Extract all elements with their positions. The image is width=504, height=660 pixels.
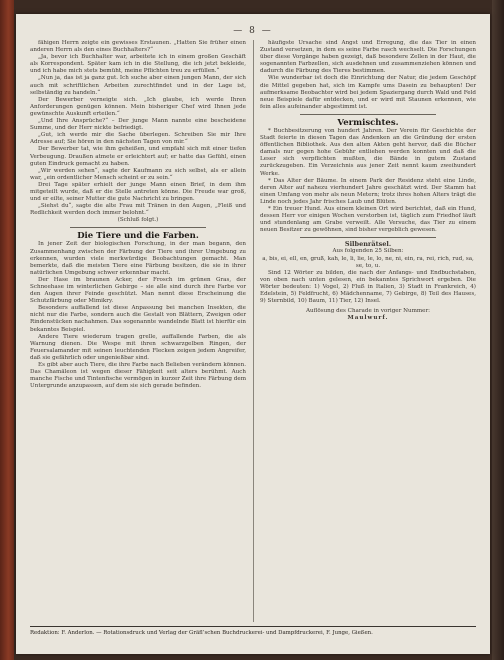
newspaper-page bbox=[16, 14, 490, 654]
riddle-title: Silbenrätsel. bbox=[344, 240, 392, 249]
article-title: Die Tiere und die Farben. bbox=[77, 231, 199, 242]
paragraph: fähigen Herrn zeigte ein gewisses Erstaunen. „Hatten Sie früher einen anderen Herrn als den eines Buchhalters?“ bbox=[30, 40, 246, 54]
book-binding-right bbox=[492, 0, 504, 660]
story-continuation bbox=[30, 40, 246, 217]
riddle-intro: Aus folgenden 25 Silben: bbox=[332, 248, 404, 255]
article-continuation bbox=[260, 40, 476, 111]
riddle-instructions: Sind 12 Wörter zu bilden, die nach der Anfangs- und Endbuchstaben, von oben nach unten gelesen, ein bekanntes Sprichwort ergeben. Die Wörter bedeuten: 1) Vogel, 2) Fluß in Italien, 3) Stadt in Frankreich, 4) Edelstein, 5) Feldfrucht, 6) Mädchenname, 7) Gebirge, 8) Teil des Hauses, 9) Sternbild, 10) Baum, 11) Tier, 12) Insel. bbox=[260, 269, 476, 305]
paragraph: „Und Ihre Ansprüche?“ – Der junge Mann nannte eine bescheidene Summe, und der Herr nickte befriedigt. bbox=[30, 118, 246, 132]
misc-section-body bbox=[260, 128, 476, 234]
paragraph: Andere Tiere wiederum tragen grelle, auffallende Farben, die als Warnung dienen. Die Wespe mit ihren schwarzgelben Ringen, der Feuersalamander mit seinen leuchtenden Flecken zeigen jedem Angreifer, daß sie gefährlich oder ungenießbar sind. bbox=[30, 333, 246, 361]
paragraph: In jener Zeit der biologischen Forschung, in der man begann, den Zusammenhang zwischen der Färbung der Tiere und ihrer Umgebung zu erkennen, wurden viele merkwürdige Beobachtungen gemacht. Man bemerkte, daß die meisten Tiere eine Färbung besitzen, die sie in ihrer natürlichen Umgebung schwer erkennbar macht. bbox=[30, 241, 246, 276]
riddle-body bbox=[260, 248, 476, 305]
paragraph: Wie wunderbar ist doch die Einrichtung der Natur, die jedem Geschöpf die Mittel gegeben hat, sich im Kampfe ums Dasein zu behaupten! Der aufmerksame Beobachter wird bei jedem Spaziergang durch Wald und Feld neue Beispiele dafür entdecken, und er wird mit Staunen erkennen, wie fein alles aufeinander abgestimmt ist. bbox=[260, 75, 476, 110]
paragraph: Besonders auffallend ist diese Anpassung bei manchen Insekten, die nicht nur die Farbe, sondern auch die Gestalt von Blättern, Zweigen oder Rindenstücken nachahmen. Das sogenannte wandelnde Blatt ist hierfür ein bekanntes Beispiel. bbox=[30, 305, 246, 333]
paragraph: Der Bewerber tat, wie ihm geheißen, und empfahl sich mit einer tiefen Verbeugung. Draußen atmete er erleichtert auf; er hatte das Gefühl, einen guten Eindruck gemacht zu haben. bbox=[30, 146, 246, 167]
paragraph: * Das Alter der Bäume. In einem Park der Residenz steht eine Linde, deren Alter auf nahezu vierhundert Jahre geschätzt wird. Der Stamm hat einen Umfang von mehr als neun Metern; trotz ihres hohen Alters trägt die Linde noch jedes Jahr frisches Laub und Blüten. bbox=[260, 177, 476, 205]
paragraph: „Ja, bevor ich Buchhalter war, arbeitete ich in einem großen Geschäft als Korrespondent. Später kam ich in die Stellung, die ich jetzt bekleide, und ich habe mich stets bemüht, meine Pflichten treu zu erfüllen.“ bbox=[30, 54, 246, 75]
paragraph: Der Bewerber verneigte sich. „Ich glaube, ich werde Ihren Anforderungen genügen können. Mein bisheriger Chef wird Ihnen jede gewünschte Auskunft erteilen.“ bbox=[30, 96, 246, 117]
article-body bbox=[30, 241, 246, 390]
paragraph: * Buchbesitzerung von hundert Jahren. Der Verein für Geschichte der Stadt feierte in diesen Tagen das Andenken an die Gründung der ersten öffentlichen Bibliothek. Aus den alten Akten geht hervor, daß die Bücher damals nur gegen hohe Gebühr entliehen werden konnten und daß die Leser sich verpflichten mußten, die Bände in gutem Zustand zurückzugeben. Ein Verzeichnis aus jener Zeit nennt kaum zweihundert Werke. bbox=[260, 127, 476, 177]
section-divider bbox=[300, 237, 436, 238]
riddle-answer-note: Auflösung des Charade in voriger Nummer: bbox=[305, 308, 431, 315]
misc-section-title: Vermischtes. bbox=[337, 117, 399, 128]
riddle-syllables: a, bis, ei, ell, en, gruß, kah, le, li, lie, le, lo, ne, ni, ein, ra, rei, rich, rud, sa, se, to, u. bbox=[262, 255, 474, 269]
paragraph: „Wir werden sehen“, sagte der Kaufmann zu sich selbst, als er allein war, „ein ordentlicher Mensch scheint er zu sein.“ bbox=[30, 167, 246, 181]
paragraph: Es gibt aber auch Tiere, die ihre Farbe nach Belieben verändern können. Das Chamäleon ist wegen dieser Fähigkeit seit alters berühmt. Auch manche Fische und Tintenfische vermögen in kurzer Zeit ihre Färbung dem Untergrunde anzupassen, auf dem sie sich gerade befinden. bbox=[30, 362, 246, 390]
section-divider bbox=[70, 227, 206, 228]
paragraph: „Siehst du“, sagte die alte Frau mit Tränen in den Augen, „Fleiß und Redlichkeit werden doch immer belohnt.“ bbox=[30, 203, 246, 217]
left-column bbox=[30, 40, 246, 390]
imprint-footer: Redaktion: F. Anderlon. — Rotationsdruck und Verlag der Gräfl’schen Buchdruckerei- und Dampfdruckerei, F. Junge, Gießen. bbox=[30, 630, 373, 636]
paragraph: häufigste Ursache sind Angst und Erregung, die das Tier in einen Zustand versetzen, in dem es seine Farbe rasch wechselt. Die Forschungen über diese Vorgänge haben gezeigt, daß besondere Zellen in der Haut, die sogenannten Farbzellen, sich ausdehnen und zusammenziehen können und dadurch die Färbung des Tieres bestimmen. bbox=[260, 40, 476, 75]
page-number: — 8 — bbox=[233, 26, 273, 36]
column-divider bbox=[253, 40, 254, 622]
paragraph: „Gut, ich werde mir die Sache überlegen. Schreiben Sie mir Ihre Adresse auf; Sie hören in den nächsten Tagen von mir.“ bbox=[30, 132, 246, 146]
footer-divider bbox=[30, 626, 476, 627]
section-divider bbox=[300, 114, 436, 115]
book-binding-left bbox=[0, 0, 14, 660]
paragraph: Drei Tage später erhielt der junge Mann einen Brief, in dem ihm mitgeteilt wurde, daß er die Stelle antreten könne. Die Freude war groß, und er eilte, seiner Mutter die gute Nachricht zu bringen. bbox=[30, 181, 246, 203]
paragraph: * Ein treuer Hund. Aus einem kleinen Ort wird berichtet, daß ein Hund, dessen Herr vor einigen Wochen verstorben ist, täglich zum Friedhof läuft und stundenlang am Grabe verweilt. Alle Versuche, das Tier zu einem neuen Besitzer zu gewöhnen, sind bisher vergeblich gewesen. bbox=[260, 205, 476, 234]
paragraph: „Nun ja, das ist ja ganz gut. Ich suche aber einen jungen Mann, der sich auch mit schriftlichen Arbeiten zurechtfindet und in der Lage ist, selbständig zu handeln.“ bbox=[30, 75, 246, 96]
paragraph: Der Hase im braunen Acker, der Frosch im grünen Gras, der Schneehase im winterlichen Gebirge – sie alle sind durch ihre Farbe vor den Augen ihrer Feinde geschützt. Man nennt diese Erscheinung die Schutzfärbung oder Mimikry. bbox=[30, 276, 246, 305]
continuation-note: (Schluß folgt.) bbox=[117, 217, 159, 224]
riddle-answer: Maulwurf. bbox=[347, 315, 389, 322]
right-column bbox=[260, 40, 476, 322]
